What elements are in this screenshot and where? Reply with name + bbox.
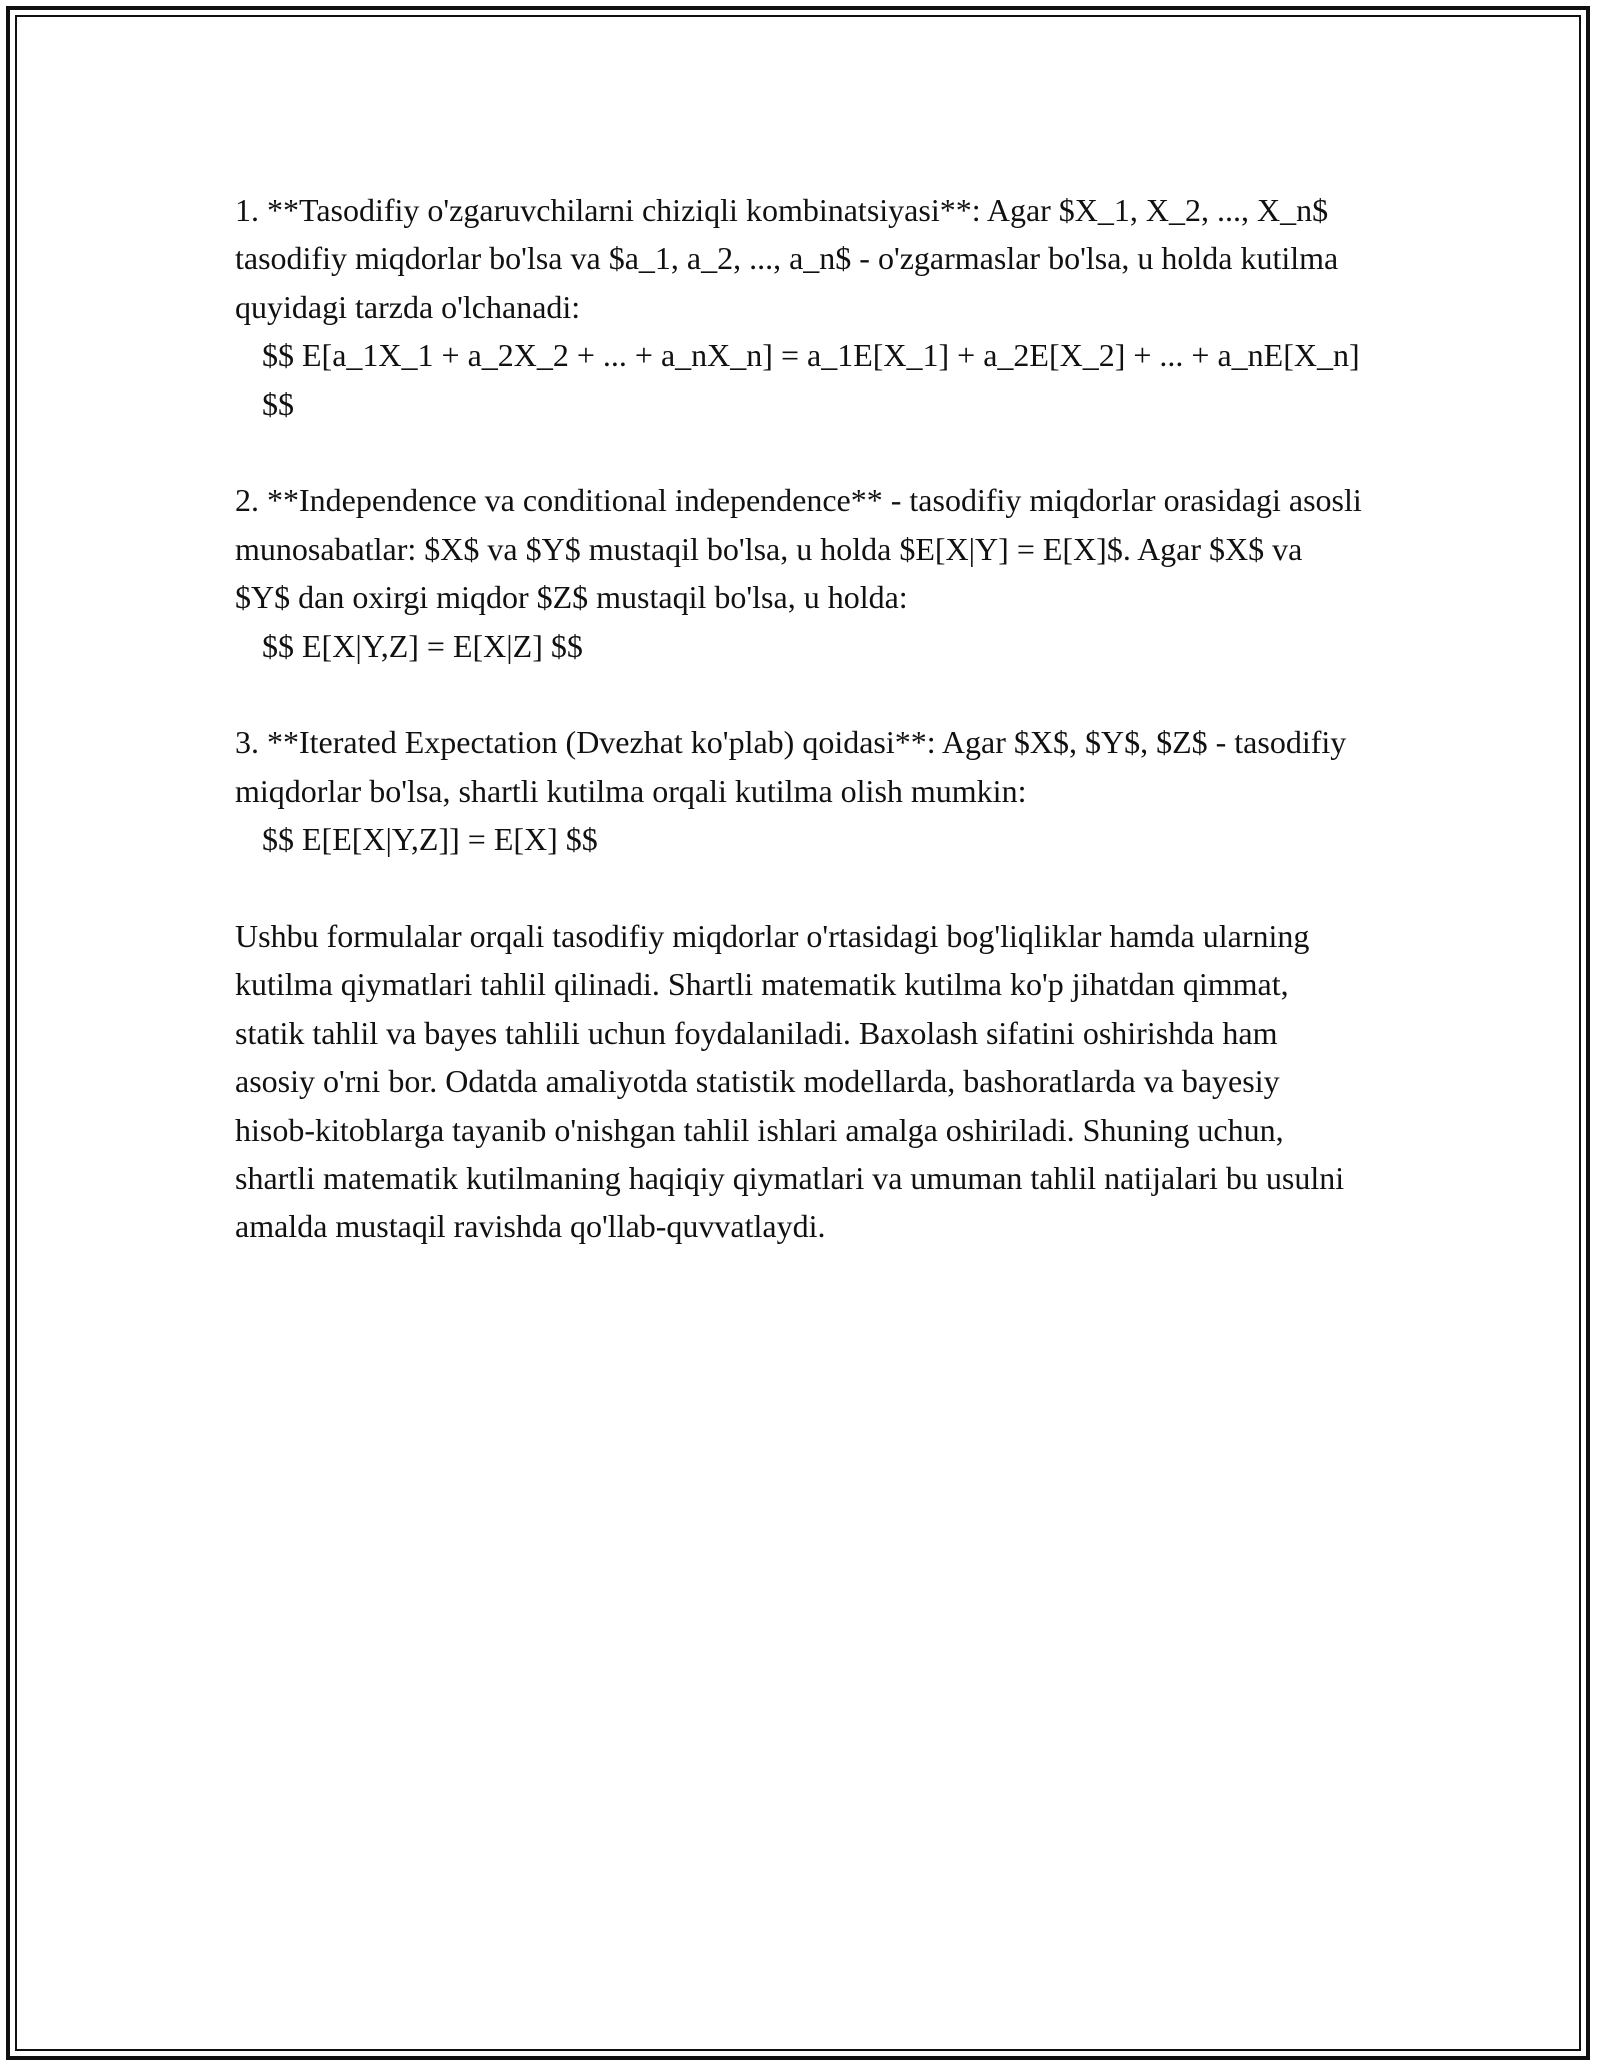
formula: $$ E[E[X|Y,Z]] = E[X] $$: [262, 821, 598, 858]
list-item-1: [235, 186, 1365, 428]
formula: $$ E[X|Y,Z] = E[X|Z] $$: [262, 627, 583, 664]
list-item-2: [235, 476, 1365, 670]
formula: $$ E[a_1X_1 + a_2X_2 + ... + a_nX_n] = a_1E[X_1] + a_2E[X_2] + ... + a_nE[X_n] $$: [262, 337, 1360, 422]
conclusion-paragraph: [235, 912, 1365, 1251]
document-body: [235, 186, 1365, 1299]
list-item-3: [235, 718, 1365, 863]
list-item-text: 1. **Tasodifiy o'zgaruvchilarni chiziqli kombinatsiyasi**: Agar $X_1, X_2, ..., X_n$ tasodifiy miqdorlar bo'lsa va $a_1, a_2, ..., a_n$ - o'zgarmaslar bo'lsa, u holda kutilma quyidagi tarzda o'lchanadi:: [235, 192, 1339, 325]
conclusion-text: Ushbu formulalar orqali tasodifiy miqdorlar o'rtasidagi bog'liqliklar hamda ularning kutilma qiymatlari tahlil qilinadi. Shartli matematik kutilma ko'p jihatdan qimmat, statik tahlil va bayes tahlili uchun foydalaniladi. Baxolash sifatini oshirishda ham asosiy o'rni bor. Odatda amaliyotda statistik modellarda, bashoratlarda va bayesiy hisob-kitoblarga tayanib o'nishgan tahlil ishlari amalga oshiriladi. Shuning uchun, shartli matematik kutilmaning haqiqiy qiymatlari va umuman tahlil natijalari bu usulni amalda mustaqil ravishda qo'llab-quvvatlaydi.: [235, 918, 1345, 1245]
list-item-text: 3. **Iterated Expectation (Dvezhat ko'plab) qoidasi**: Agar $X$, $Y$, $Z$ - tasodifiy miqdorlar bo'lsa, shartli kutilma orqali kutilma olish mumkin:: [235, 724, 1347, 809]
list-item-text: 2. **Independence va conditional independence** - tasodifiy miqdorlar orasidagi asosli munosabatlar: $X$ va $Y$ mustaqil bo'lsa, u holda $E[X|Y] = E[X]$. Agar $X$ va $Y$ dan oxirgi miqdor $Z$ mustaqil bo'lsa, u holda:: [235, 482, 1362, 616]
